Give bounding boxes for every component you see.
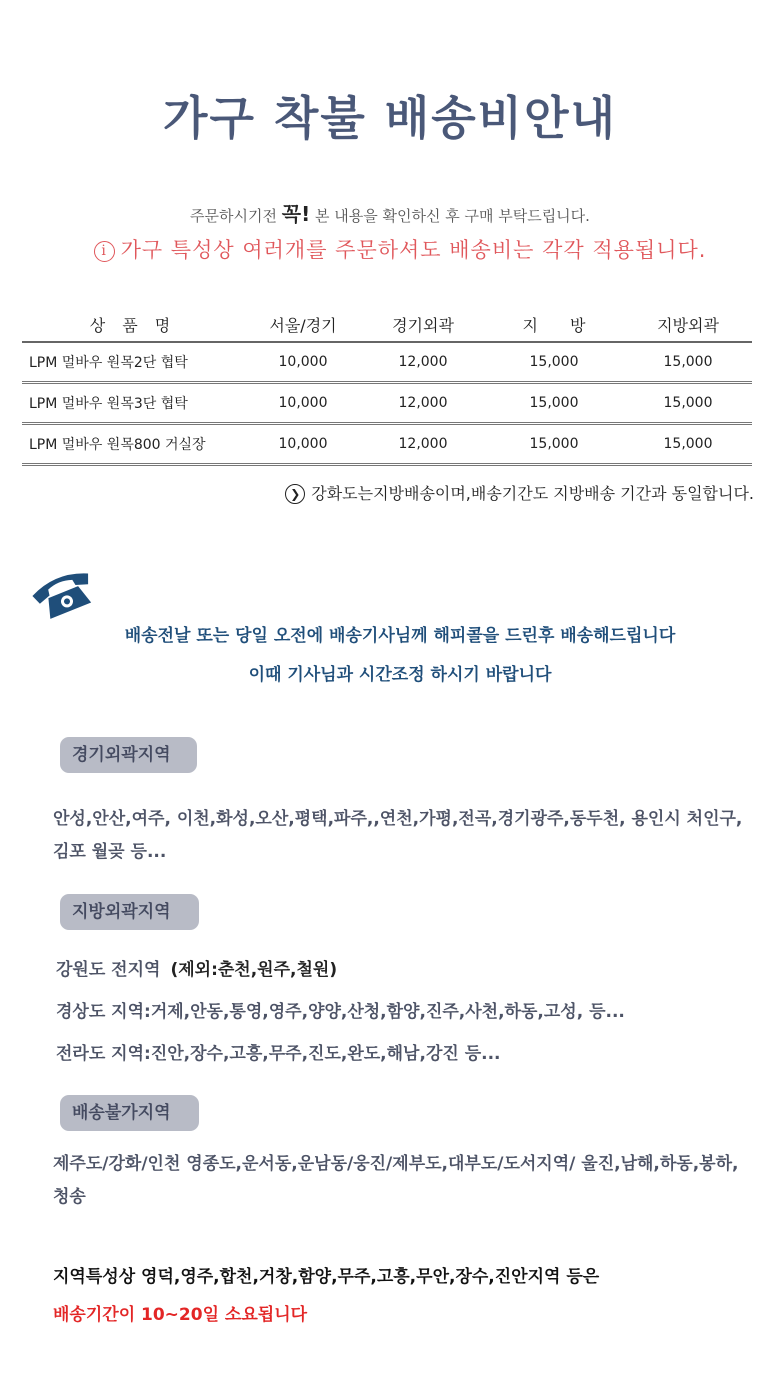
fee-seoul: 10,000: [244, 424, 362, 465]
order-notice-before: 주문하시기전: [190, 207, 282, 225]
product-name: LPM 멀바우 원목3단 협탁: [22, 383, 244, 424]
telephone-icon: [30, 568, 98, 624]
gyeonggi-outer-regions: 안성,안산,여주, 이천,화성,오산,평택,파주,,연천,가평,전곡,경기광주,동두천, 용인시 처인구,김포 월곶 등...: [53, 809, 743, 862]
jeolla-regions: 전라도 지역:진안,장수,고흥,무주,진도,완도,해남,강진 등...: [56, 1044, 501, 1064]
fee-seoul: 10,000: [244, 383, 362, 424]
fee-local: 15,000: [484, 342, 624, 383]
fee-seoul: 10,000: [244, 342, 362, 383]
order-notice: [0, 198, 780, 227]
fee-local-outer: 15,000: [624, 424, 752, 465]
gangwon-exceptions: (제외:춘천,원주,철원): [170, 960, 338, 980]
fee-local-outer: 15,000: [624, 342, 752, 383]
column-header-gyeonggi-outer: 경기외곽: [362, 308, 484, 342]
delivery-period-note: 지역특성상 영덕,영주,합천,거창,함양,무주,고흥,무안,장수,진안지역 등은: [53, 1267, 600, 1287]
order-notice-emphasis: 꼭!: [281, 202, 311, 226]
fee-gyeonggi-outer: 12,000: [362, 424, 484, 465]
fee-gyeonggi-outer: 12,000: [362, 342, 484, 383]
unavailable-label: 배송불가지역: [60, 1095, 199, 1131]
product-name: LPM 멀바우 원목2단 협탁: [22, 342, 244, 383]
shipping-warning-text: 가구 특성상 여러개를 주문하셔도 배송비는 각각 적용됩니다.: [120, 238, 707, 262]
chevron-circle-icon: ❯: [285, 484, 305, 504]
ganghwa-note-text: 강화도는지방배송이며,배송기간도 지방배송 기간과 동일합니다.: [311, 484, 754, 503]
info-icon: i: [94, 241, 115, 262]
column-header-local-outer: 지방외곽: [624, 308, 752, 342]
shipping-warning: [0, 234, 780, 264]
page-title: 가구 착불 배송비안내: [163, 91, 617, 145]
local-outer-label: 지방외곽지역: [60, 894, 199, 930]
gyeonggi-outer-label: 경기외곽지역: [60, 737, 197, 773]
fee-gyeonggi-outer: 12,000: [362, 383, 484, 424]
unavailable-regions: 제주도/강화/인천 영종도,운서동,운남동/웅진/제부도,대부도/도서지역/ 울진,남해,하동,봉하,청송: [53, 1154, 739, 1207]
table-row: [22, 424, 752, 465]
fee-local: 15,000: [484, 383, 624, 424]
fee-local: 15,000: [484, 424, 624, 465]
gangwon-regions-text: 강원도 전지역: [56, 960, 161, 980]
ganghwa-note: [285, 481, 754, 504]
delivery-period-highlight: 배송기간이 10~20일 소요됩니다: [53, 1305, 308, 1325]
column-header-seoul: 서울/경기: [244, 308, 362, 342]
gangwon-regions: [56, 955, 337, 980]
table-header-row: [22, 308, 752, 342]
call-notice-line2: 이때 기사님과 시간조정 하시기 바랍니다: [248, 665, 552, 685]
gyeongsang-regions: 경상도 지역:거제,안동,통영,영주,양양,산청,함양,진주,사천,하동,고성, 등...: [56, 1002, 625, 1022]
table-row: [22, 342, 752, 383]
column-header-local: 지 방: [484, 308, 624, 342]
order-notice-after: 본 내용을 확인하신 후 구매 부탁드립니다.: [310, 207, 590, 225]
shipping-fee-table: [22, 308, 752, 466]
table-row: [22, 383, 752, 424]
product-name: LPM 멀바우 원목800 거실장: [22, 424, 244, 465]
call-notice-line1: 배송전날 또는 당일 오전에 배송기사님께 해피콜을 드린후 배송해드립니다: [124, 626, 676, 646]
column-header-product: 상 품 명: [22, 308, 244, 342]
fee-local-outer: 15,000: [624, 383, 752, 424]
